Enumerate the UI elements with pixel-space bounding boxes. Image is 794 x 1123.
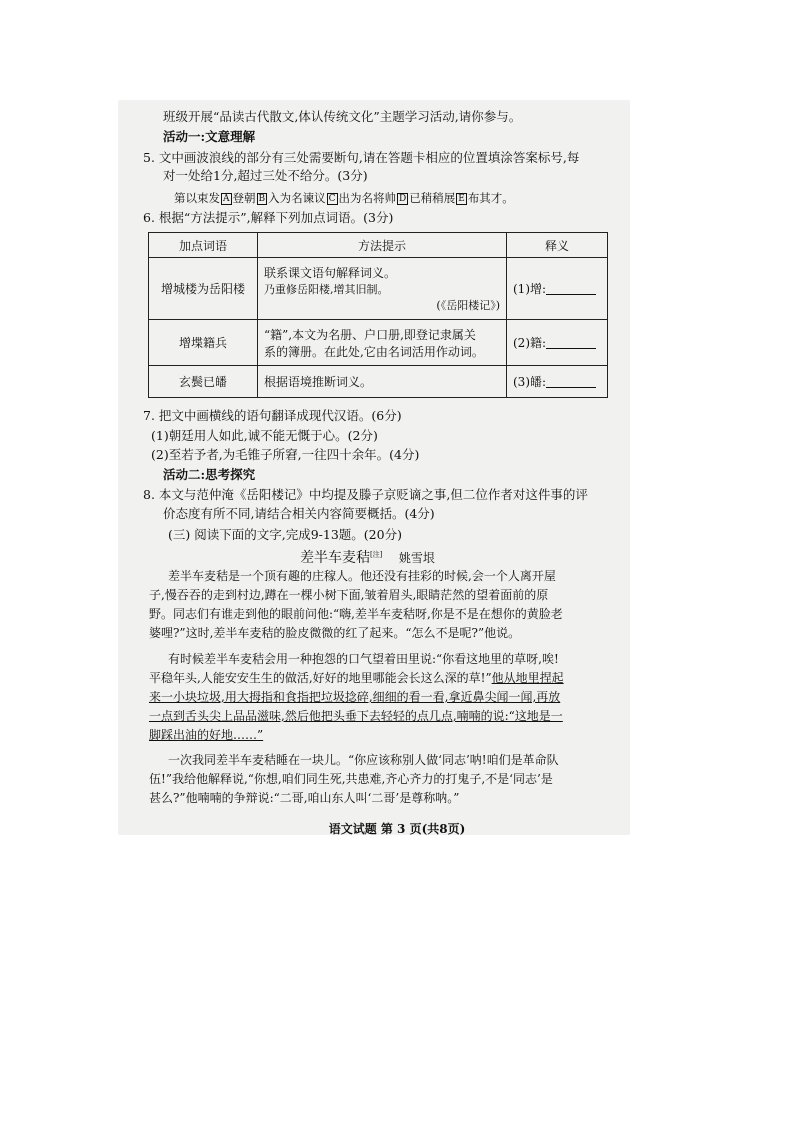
story-p1-line: 差半车麦秸是一个顶有趣的庄稼人。他还没有挂彩的时候,会一个人离开屋 (168, 569, 556, 583)
story-p3-line: 伍!”我给他解释说,“你想,咱们同生死,共患难,齐心齐力的打鬼子,不是‘同志’是 (149, 772, 553, 786)
story-p2-line: 有时候差半车麦秸会用一种抱怨的口气望着田里说:“你看这地里的草呀,唉! (168, 652, 559, 666)
section-three-instruction: (三) 阅读下面的文字,完成9-13题。(20分) (168, 527, 402, 542)
question-5-line1: 5. 文中画波浪线的部分有三处需要断句,请在答题卡相应的位置填涂答案标号,每 (143, 150, 580, 165)
answer-box-a: A (223, 194, 230, 204)
question-8-line1: 8. 本文与范仲淹《岳阳楼记》中均提及滕子京贬谪之事,但二位作者对这件事的评 (143, 487, 588, 502)
answer-blank[interactable] (546, 375, 596, 388)
underlined-sentence: 来一小块垃圾,用大拇指和食指把垃圾捻碎,细细的看一看,拿近鼻尖闻一闻,再放 (149, 690, 561, 704)
question-8-line2: 价态度有所不同,请结合相关内容简要概括。(4分) (163, 506, 435, 521)
question-7-line1: 7. 把文中画横线的语句翻译成现代汉语。(6分) (143, 408, 402, 423)
table-row (149, 320, 608, 366)
activity-two-heading: 活动二:思考探究 (163, 467, 256, 482)
question-5-line2: 对一处给1分,超过三处不给分。(3分) (163, 168, 368, 183)
row-answer: (3)皤: (507, 366, 608, 398)
header-meaning: 释义 (507, 233, 608, 258)
question-7-sub2: (2)至若予者,为毛锥子所窘,一往四十余年。(4分) (151, 447, 420, 462)
underlined-sentence: 他从地里捏起 (491, 671, 564, 685)
row-word: 增城楼为岳阳楼 (149, 258, 258, 320)
row-hint: “籍”,本文为名册、户口册,即登记隶属关 系的簿册。在此处,它由名词活用作动词。 (258, 320, 507, 366)
story-title: 差半车麦秸 (300, 550, 370, 566)
page-footer: 语文试题 第 3 页(共8页) (328, 822, 466, 836)
row-answer: (2)籍: (507, 320, 608, 366)
story-p3-line: 一次我同差半车麦秸睡在一块儿。“你应该称别人做‘同志’呐!咱们是革命队 (168, 753, 559, 767)
underlined-sentence: 一点到舌头尖上品品滋味,然后他把头垂下去轻轻的点几点,喃喃的说:“这地是一 (149, 709, 563, 723)
story-p3-line: 甚么?”他喃喃的争辩说:“二哥,咱山东人叫‘二哥’是尊称呐。” (149, 791, 460, 805)
title-note: [注] (370, 550, 383, 559)
activity-one-heading: 活动一:文意理解 (163, 129, 256, 144)
row-hint: 根据语境推断词义。 (258, 366, 507, 398)
answer-box-c: C (328, 194, 336, 204)
answer-blank[interactable] (546, 282, 596, 295)
header-hint: 方法提示 (258, 233, 507, 258)
table-header-row (149, 233, 608, 258)
row-hint: 联系课文语句解释词义。 乃重修岳阳楼,增其旧制。 (《岳阳楼记》) (258, 258, 507, 320)
table-row (149, 258, 608, 320)
question-5-passage: 第以束发 A 登朝 B 入为名谏议 C 出为名将帅 D 已稍稍展 E 布其才。 (174, 191, 514, 205)
table-row (149, 366, 608, 398)
answer-box-e: E (458, 194, 465, 204)
story-title-line (300, 547, 435, 567)
story-p1-line: 婆哩?”这时,差半车麦秸的脸皮微微的红了起来。“怎么不是呢?”他说。 (149, 626, 521, 640)
question-7-sub1: (1)朝廷用人如此,诚不能无慨于心。(2分) (151, 428, 378, 443)
answer-blank[interactable] (546, 336, 596, 349)
answer-box-b: B (258, 194, 266, 204)
intro-text: 班级开展“品读古代散文,体认传统文化”主题学习活动,请你参与。 (163, 109, 522, 124)
story-p2-line: 平稳年头,人能安安生生的做活,好好的地里哪能会长这么深的草!”他从地里捏起 (149, 671, 564, 685)
story-p1-line: 子,慢吞吞的走到村边,蹲在一棵小树下面,皱着眉头,眼睛茫然的望着面前的原 (149, 588, 549, 602)
row-answer: (1)增: (507, 258, 608, 320)
header-word: 加点词语 (149, 233, 258, 258)
row-word: 玄鬓已皤 (149, 366, 258, 398)
underlined-sentence: 脚踩出油的好地……” (149, 728, 264, 742)
story-author: 姚雪垠 (398, 551, 435, 565)
question-6-line1: 6. 根据“方法提示”,解释下列加点词语。(3分) (143, 210, 394, 225)
method-hint-table (148, 232, 608, 398)
answer-box-d: D (399, 194, 407, 204)
row-word: 增堞籍兵 (149, 320, 258, 366)
story-p1-line: 野。同志们有谁走到他的眼前问他:“嗨,差半车麦秸呀,你是不是在想你的黄脸老 (149, 607, 563, 621)
